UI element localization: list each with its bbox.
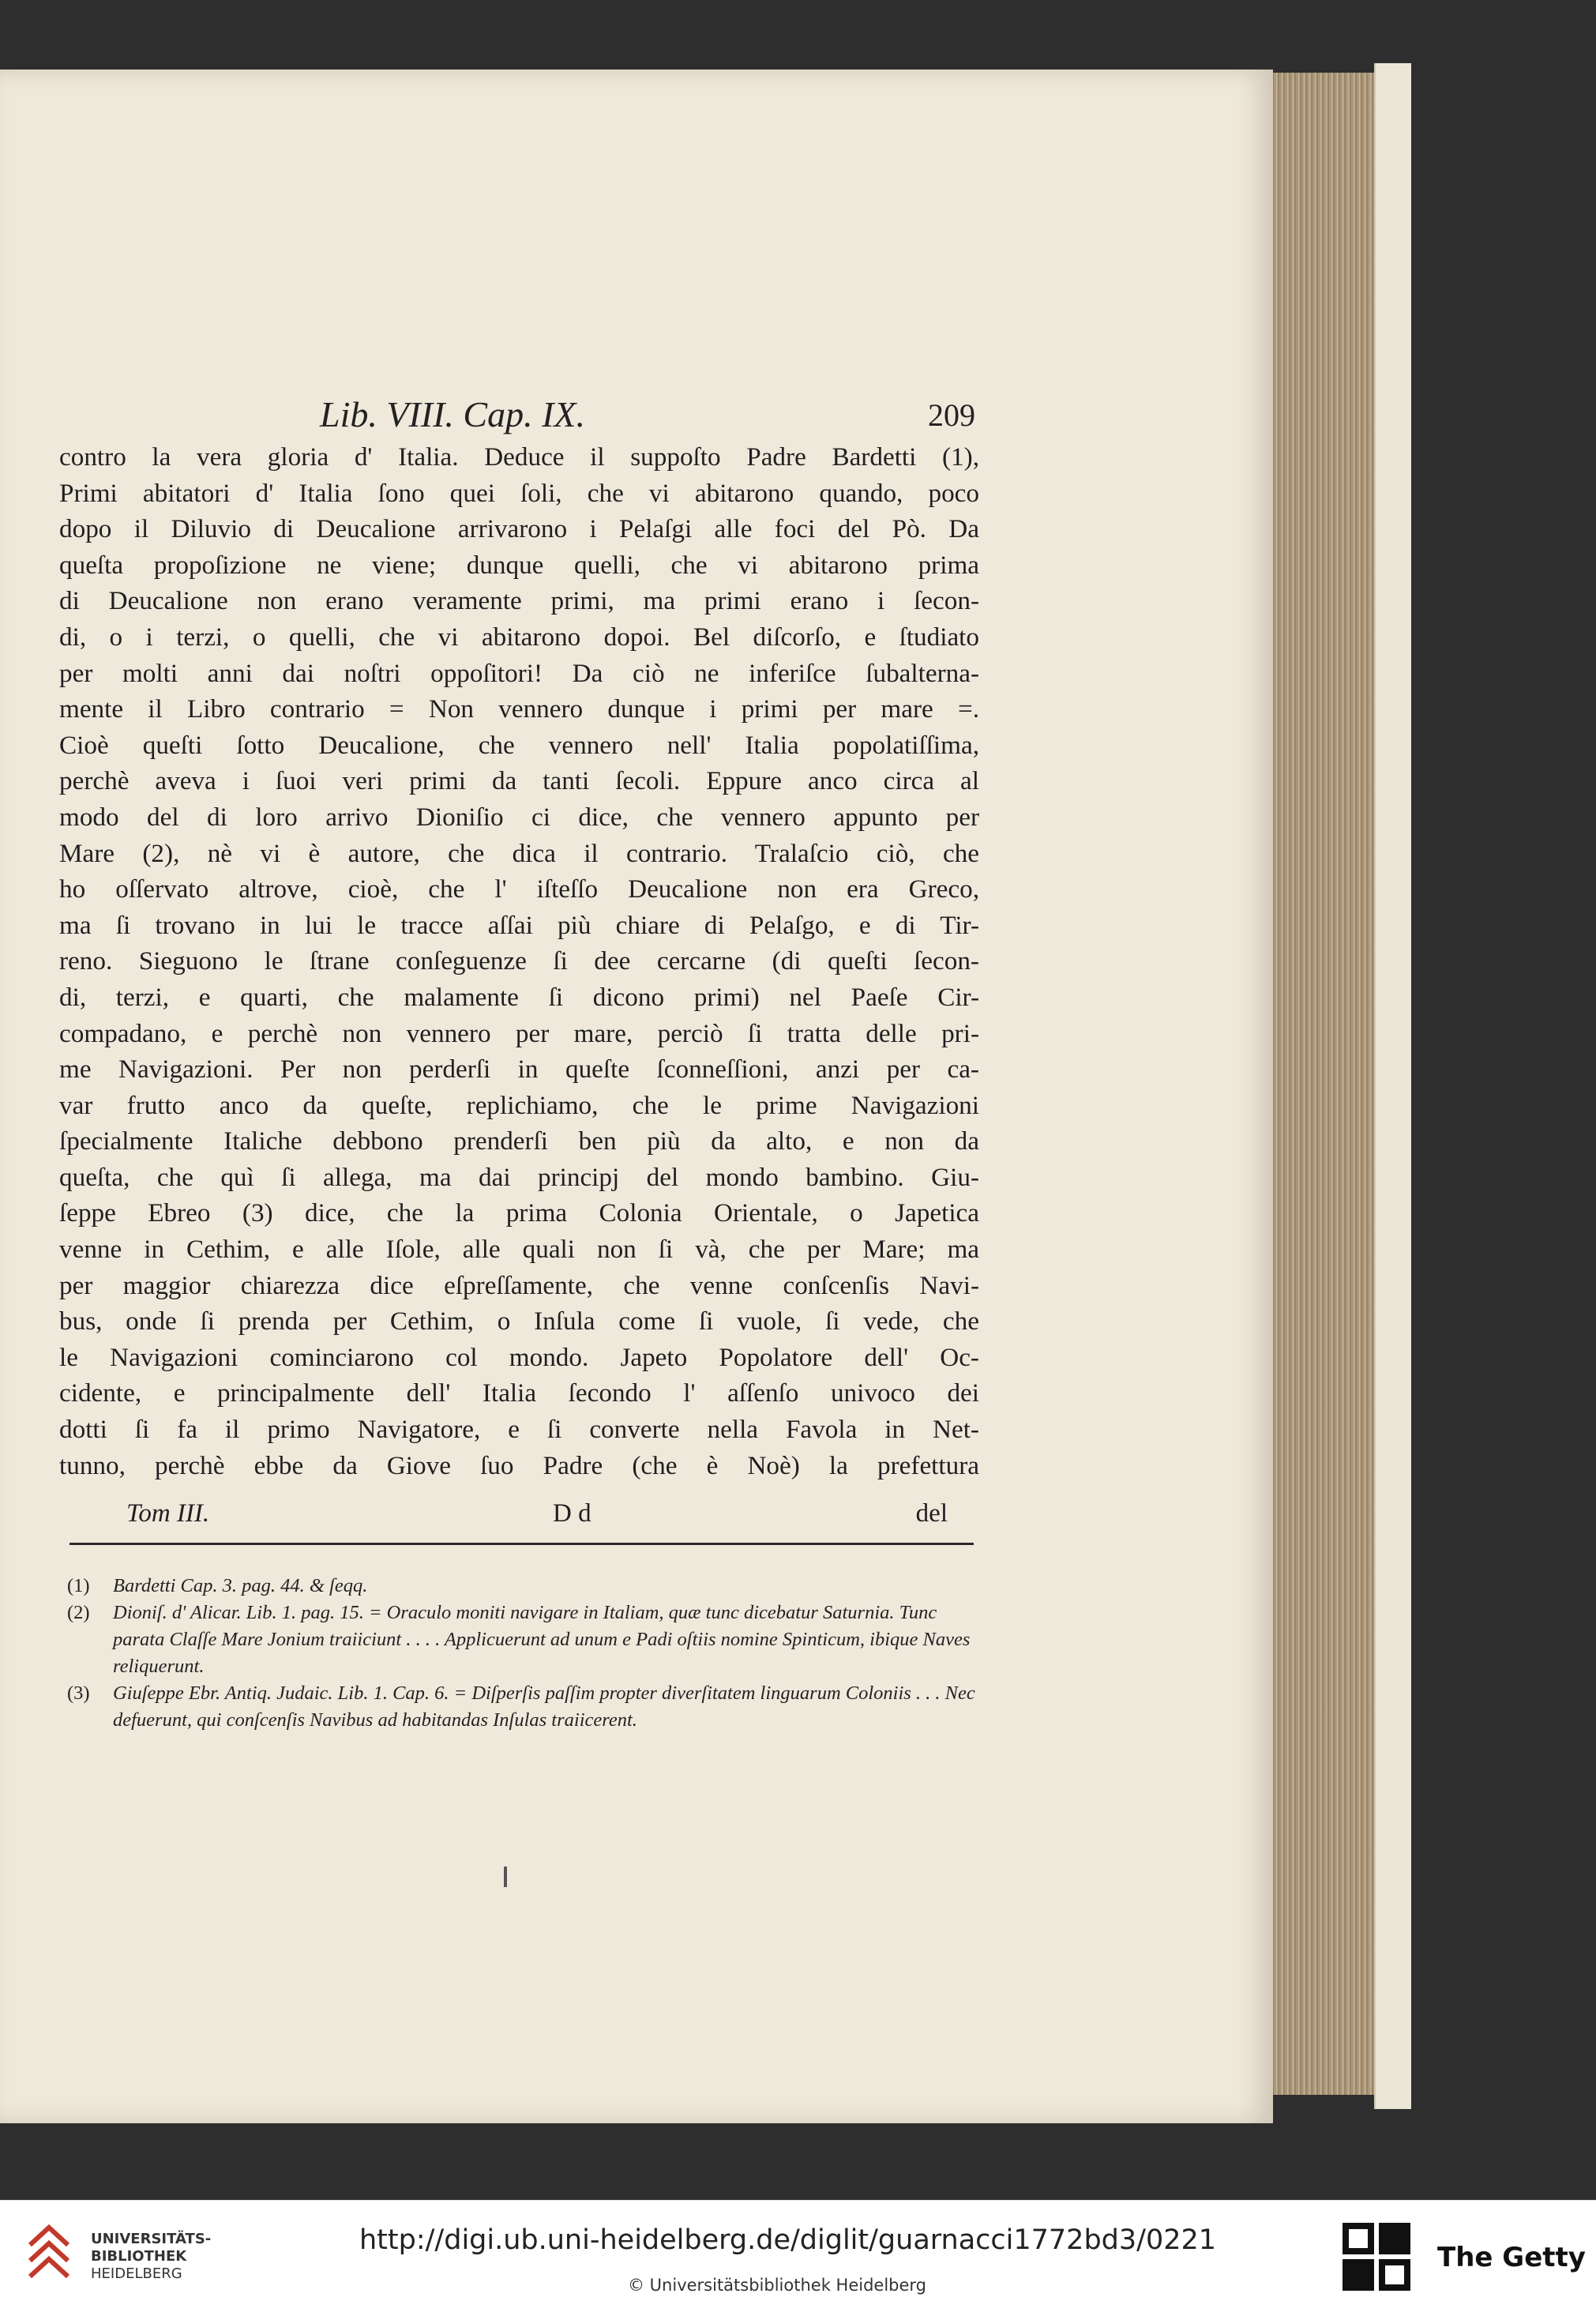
- footnote: [67, 1573, 983, 1600]
- text-line: contro la vera gloria d' Italia. Deduce il suppoſto Padre Bardetti (1),: [59, 442, 979, 472]
- text-line: tunno, perchè ebbe da Giove ſuo Padre (che è Noè) la prefettura: [59, 1450, 979, 1480]
- page-block-edge: [1264, 73, 1390, 2095]
- footnote-rule: [69, 1543, 974, 1545]
- text-line: di, terzi, e quarti, che malamente ſi dicono primi) nel Paeſe Cir-: [59, 982, 979, 1012]
- getty-logo-icon: [1343, 2223, 1410, 2299]
- text-line: dopo il Diluvio di Deucalione arrivarono i Pelaſgi alle foci del Pò. Da: [59, 514, 979, 544]
- text-line: le Navigazioni cominciarono col mondo. Japeto Popolatore dell' Oc-: [59, 1342, 979, 1372]
- text-line: di, o i terzi, o quelli, che vi abitarono dopoi. Bel diſcorſo, e ſtudiato: [59, 622, 979, 652]
- library-name-line2: BIBLIOTHEK: [91, 2248, 187, 2265]
- catchword: del: [915, 1499, 948, 1528]
- footnote: [67, 1600, 983, 1680]
- university-library-logo-icon: [25, 2221, 73, 2281]
- text-line: queſta, che quì ſi allega, ma dai principj del mondo bambino. Giu-: [59, 1162, 979, 1192]
- text-line: mente il Libro contrario = Non vennero dunque i primi per mare =.: [59, 694, 979, 724]
- text-line: per molti anni dai noſtri oppoſitori! Da ciò ne inferiſce ſubalterna-: [59, 658, 979, 688]
- text-line: Primi abitatori d' Italia ſono quei ſoli, che vi abitarono quando, poco: [59, 478, 979, 508]
- signature-mark: D d: [553, 1499, 591, 1528]
- next-page-edge: [1374, 63, 1411, 2109]
- text-line: dotti ſi fa il primo Navigatore, e ſi converte nella Favola in Net-: [59, 1415, 979, 1445]
- text-line: venne in Cethim, e alle Iſole, alle quali non ſi và, che per Mare; ma: [59, 1235, 979, 1265]
- permalink-url[interactable]: http://digi.ub.uni-heidelberg.de/diglit/guarnacci1772bd3/0221: [359, 2224, 1217, 2256]
- text-line: ma ſi trovano in lui le tracce aſſai più chiare di Pelaſgo, e di Tir-: [59, 910, 979, 940]
- text-line: queſta propoſizione ne viene; dunque quelli, che vi abitarono prima: [59, 550, 979, 580]
- copyright-text: © Universitätsbibliothek Heidelberg: [628, 2276, 927, 2295]
- footnote-text: Bardetti Cap. 3. pag. 44. & ſeqq.: [113, 1575, 368, 1596]
- page-header: [320, 393, 975, 441]
- volume-mark: Tom III.: [126, 1499, 210, 1528]
- text-line: reno. Sieguono le ſtrane conſeguenze ſi dee cercarne (di queſti ſecon-: [59, 946, 979, 976]
- text-line: ho oſſervato altrove, cioè, che l' iſteſſo Deucalione non era Greco,: [59, 874, 979, 904]
- footnote-number: (1): [67, 1575, 90, 1596]
- footnote-number: (2): [67, 1602, 90, 1623]
- text-line: var frutto anco da queſte, replichiamo, che le prime Navigazioni: [59, 1090, 979, 1120]
- viewer-footer: [0, 2200, 1596, 2316]
- text-line: Cioè queſti ſotto Deucalione, che vennero nell' Italia popolatiſſima,: [59, 730, 979, 760]
- stray-mark: [504, 1867, 507, 1887]
- signature-line: [126, 1499, 979, 1534]
- getty-label: The Getty: [1437, 2242, 1586, 2273]
- main-text: [59, 439, 979, 1483]
- footnotes: [67, 1573, 983, 1734]
- text-line: bus, onde ſi prenda per Cethim, o Inſula come ſi vuole, ſi vede, che: [59, 1307, 979, 1337]
- text-line: di Deucalione non erano veramente primi, ma primi erano i ſecon-: [59, 586, 979, 616]
- footnote-text: Giuſeppe Ebr. Antiq. Judaic. Lib. 1. Cap. 6. = Diſperſis paſſim propter diverſitatem linguarum Coloniis . . . Nec defuerunt, qui conſcenſis Navibus ad habitandas Inſulas traiicerent.: [113, 1682, 975, 1731]
- book-page: [0, 70, 1273, 2123]
- text-line: per maggior chiarezza dice eſpreſſamente, che venne conſcenſis Navi-: [59, 1270, 979, 1300]
- library-name-line3: HEIDELBERG: [91, 2265, 182, 2282]
- library-name: [91, 2231, 211, 2283]
- text-line: cidente, e principalmente dell' Italia ſecondo l' aſſenſo univoco dei: [59, 1378, 979, 1408]
- text-line: ſpecialmente Italiche debbono prenderſi ben più da alto, e non da: [59, 1126, 979, 1156]
- library-name-line1: UNIVERSITÄTS-: [91, 2231, 212, 2247]
- footnote-number: (3): [67, 1682, 90, 1704]
- text-line: ſeppe Ebreo (3) dice, che la prima Colonia Orientale, o Japetica: [59, 1198, 979, 1228]
- text-line: me Navigazioni. Per non perderſi in queſte ſconneſſioni, anzi per ca-: [59, 1055, 979, 1085]
- text-line: perchè aveva i ſuoi veri primi da tanti ſecoli. Eppure anco circa al: [59, 766, 979, 796]
- text-line: Mare (2), nè vi è autore, che dica il contrario. Tralaſcio ciò, che: [59, 838, 979, 868]
- page-number: 209: [928, 397, 975, 433]
- text-line: compadano, e perchè non vennero per mare, perciò ſi tratta delle pri-: [59, 1018, 979, 1048]
- footnote: [67, 1680, 983, 1734]
- text-line: modo del di loro arrivo Dioniſio ci dice, che vennero appunto per: [59, 802, 979, 832]
- running-head: Lib. VIII. Cap. IX.: [320, 394, 586, 434]
- footnote-text: Dioniſ. d' Alicar. Lib. 1. pag. 15. = Oraculo moniti navigare in Italiam, quæ tunc dicebatur Saturnia. Tunc parata Claſſe Mare Jonium traiiciunt . . . . Applicuerunt ad unum e Padi oſtiis nomine Spinticum, ibique Naves reliquerunt.: [113, 1602, 971, 1677]
